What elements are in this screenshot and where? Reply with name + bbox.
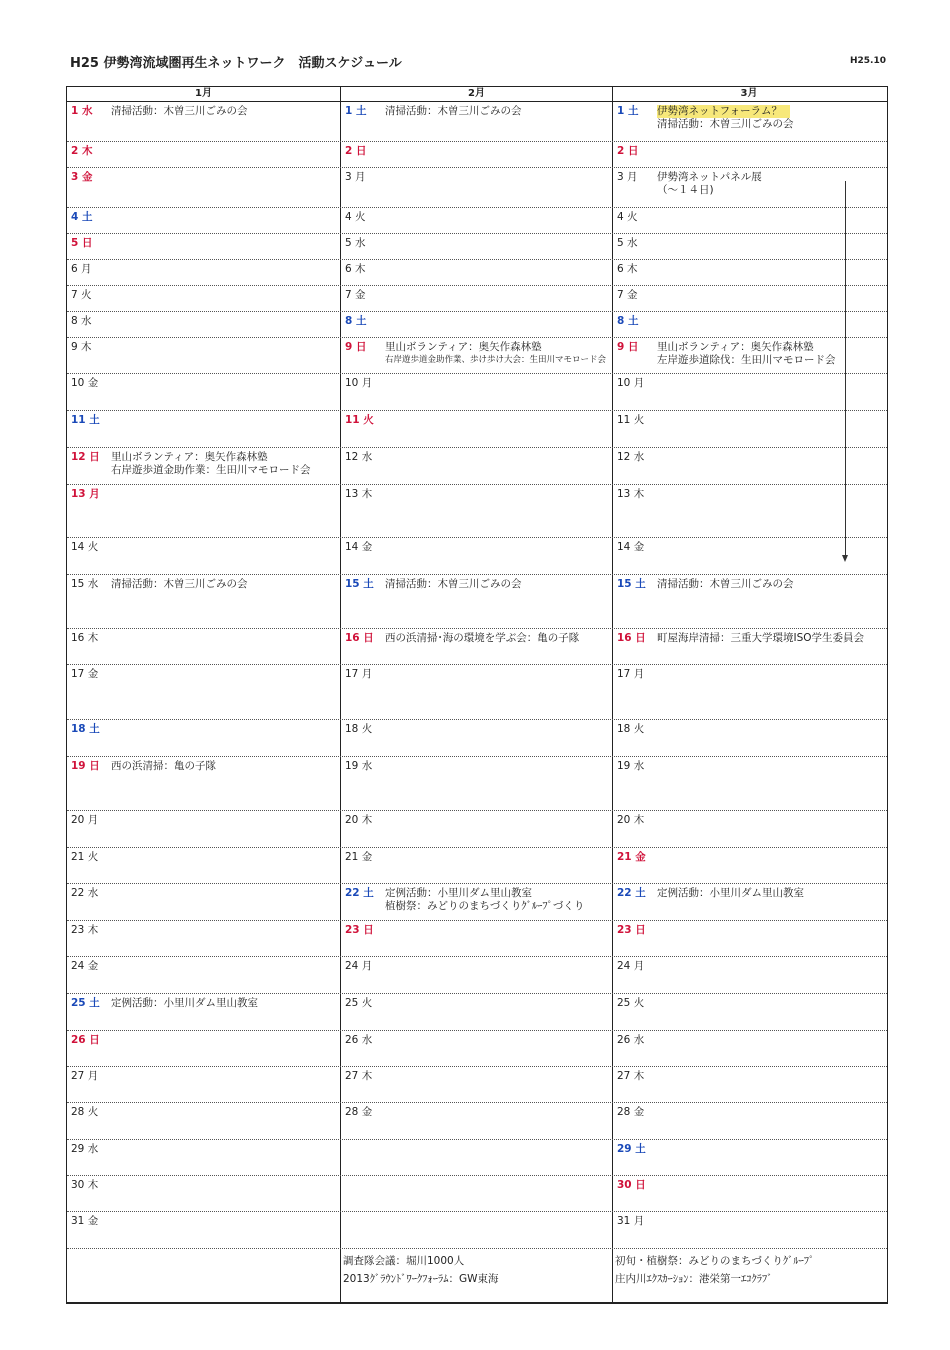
day-cell-mar: [613, 102, 885, 141]
event-text: 定例活動：小里川ダム里山教室: [385, 887, 532, 899]
event-list: [657, 105, 883, 131]
notes-cell-mar: [613, 1249, 885, 1302]
event-text: 西の浜清掃･海の環境を学ぶ会：亀の子隊: [385, 632, 580, 644]
day-label: 29 土: [617, 1143, 646, 1155]
day-label: 20 木: [345, 814, 373, 826]
day-label: 19 水: [345, 760, 373, 772]
day-cell-jan: [67, 1067, 341, 1102]
event-list: [385, 105, 610, 118]
day-cell-jan: [67, 1031, 341, 1066]
day-label: 4 火: [617, 211, 638, 223]
day-row: [67, 142, 887, 168]
day-cell-feb: [341, 142, 613, 167]
day-cell-feb: [341, 208, 613, 233]
period-arrow-line: [845, 181, 846, 557]
day-cell-jan: [67, 102, 341, 141]
day-label: 28 金: [617, 1106, 645, 1118]
day-label: 25 火: [617, 997, 645, 1009]
day-label: 10 金: [71, 377, 99, 389]
day-cell-jan: [67, 142, 341, 167]
day-row: [67, 1212, 887, 1249]
day-label: 18 火: [617, 723, 645, 735]
note-text: 庄内川ｴｸｽｶｰｼｮﾝ：港栄第一ｴｺｸﾗﾌﾞ: [615, 1273, 773, 1285]
day-cell-mar: [613, 848, 885, 883]
day-label: 20 月: [71, 814, 99, 826]
day-label: 5 水: [345, 237, 366, 249]
day-label: 6 月: [71, 263, 92, 275]
day-cell-feb: [341, 485, 613, 537]
day-label: 9 日: [345, 341, 367, 353]
day-cell-jan: [67, 234, 341, 259]
day-cell-jan: [67, 665, 341, 719]
day-label: 26 水: [617, 1034, 645, 1046]
day-label: 1 土: [345, 105, 367, 117]
day-row: [67, 448, 887, 485]
day-label: 23 木: [71, 924, 99, 936]
day-cell-feb: [341, 629, 613, 664]
day-cell-jan: [67, 921, 341, 956]
event-list: [385, 578, 610, 591]
day-label: 16 日: [617, 632, 646, 644]
event-list: [111, 451, 338, 477]
day-label: 11 火: [345, 414, 374, 426]
day-label: 7 金: [345, 289, 366, 301]
day-row: [67, 811, 887, 848]
arrow-down-icon: [842, 555, 848, 562]
day-label: 29 水: [71, 1143, 99, 1155]
notes-cell-jan: [67, 1249, 341, 1302]
event-text: 清掃活動：木曽三川ごみの会: [111, 105, 248, 117]
day-cell-mar: [613, 811, 885, 847]
day-cell-feb: [341, 312, 613, 337]
day-cell-jan: [67, 312, 341, 337]
day-label: 9 木: [71, 341, 92, 353]
day-label: 18 土: [71, 723, 100, 735]
event-text: 町屋海岸清掃：三重大学環境ISO学生委員会: [657, 632, 865, 644]
day-label: 2 日: [345, 145, 367, 157]
day-cell-jan: [67, 411, 341, 447]
day-cell-mar: [613, 1140, 885, 1175]
day-cell-feb: [341, 1031, 613, 1066]
day-cell-feb: [341, 848, 613, 883]
day-cell-mar: [613, 665, 885, 719]
day-label: 22 土: [617, 887, 646, 899]
day-cell-jan: [67, 448, 341, 484]
day-row: [67, 757, 887, 811]
day-cell-mar: [613, 1031, 885, 1066]
day-label: 27 木: [617, 1070, 645, 1082]
day-label: 25 火: [345, 997, 373, 1009]
event-text: 右岸遊歩道金助作業、歩け歩け大会：生田川マモロード会: [385, 355, 607, 365]
day-cell-mar: [613, 575, 885, 628]
day-label: 27 木: [345, 1070, 373, 1082]
event-list: [385, 632, 610, 645]
day-cell-feb: [341, 448, 613, 484]
event-text: 伊勢湾ネットフォーラム？: [657, 105, 790, 118]
day-label: 5 日: [71, 237, 93, 249]
day-cell-feb: [341, 234, 613, 259]
event-list: [111, 105, 338, 118]
day-row: [67, 994, 887, 1031]
day-label: 28 金: [345, 1106, 373, 1118]
day-row: [67, 168, 887, 208]
day-label: 8 水: [71, 315, 92, 327]
day-cell-mar: [613, 921, 885, 956]
day-cell-jan: [67, 260, 341, 285]
day-cell-mar: [613, 957, 885, 993]
day-label: 7 火: [71, 289, 92, 301]
day-label: 12 水: [617, 451, 645, 463]
day-cell-jan: [67, 485, 341, 537]
day-row: [67, 208, 887, 234]
day-label: 3 月: [617, 171, 638, 183]
day-cell-feb: [341, 575, 613, 628]
day-label: 1 土: [617, 105, 639, 117]
event-text: 植樹祭：みどりのまちづくりｸﾞﾙｰﾌﾟづくり: [385, 900, 585, 912]
day-label: 31 月: [617, 1215, 645, 1227]
event-text: 里山ボランティア：奥矢作森林塾: [385, 341, 542, 353]
day-label: 15 水: [71, 578, 99, 590]
day-label: 9 日: [617, 341, 639, 353]
day-cell-mar: [613, 757, 885, 810]
event-list: [657, 632, 883, 645]
page-title: H25 伊勢湾流域圏再生ネットワーク 活動スケジュール: [70, 56, 402, 71]
day-row: [67, 485, 887, 538]
event-list: [111, 760, 338, 773]
day-cell-feb: [341, 1103, 613, 1139]
day-cell-jan: [67, 168, 341, 207]
event-text: 清掃活動：木曽三川ごみの会: [657, 118, 794, 130]
day-cell-feb: [341, 757, 613, 810]
event-list: [111, 578, 338, 591]
day-label: 28 火: [71, 1106, 99, 1118]
day-label: 18 火: [345, 723, 373, 735]
event-list: [657, 171, 883, 197]
event-list: [657, 887, 883, 900]
day-label: 13 木: [345, 488, 373, 500]
day-label: 23 日: [617, 924, 646, 936]
day-cell-feb: [341, 411, 613, 447]
day-row: [67, 260, 887, 286]
day-label: 13 月: [71, 488, 100, 500]
event-text: 清掃活動：木曽三川ごみの会: [385, 105, 522, 117]
day-cell-feb: [341, 957, 613, 993]
day-row: [67, 338, 887, 374]
event-text: 定例活動：小里川ダム里山教室: [657, 887, 804, 899]
day-label: 8 土: [617, 315, 639, 327]
event-text: 清掃活動：木曽三川ごみの会: [111, 578, 248, 590]
event-text: 里山ボランティア：奥矢作森林塾: [111, 451, 268, 463]
day-label: 6 木: [617, 263, 638, 275]
day-label: 14 金: [617, 541, 645, 553]
day-cell-jan: [67, 374, 341, 410]
schedule-table: [66, 86, 888, 1304]
event-text: 清掃活動：木曽三川ごみの会: [385, 578, 522, 590]
notes-row: [67, 1249, 887, 1303]
day-row: [67, 720, 887, 757]
day-cell-feb: [341, 720, 613, 756]
day-cell-jan: [67, 957, 341, 993]
day-label: 6 木: [345, 263, 366, 275]
day-label: 4 土: [71, 211, 93, 223]
day-row: [67, 102, 887, 142]
event-list: [657, 341, 883, 367]
day-label: 12 水: [345, 451, 373, 463]
day-cell-jan: [67, 208, 341, 233]
event-list: [111, 997, 338, 1010]
day-cell-feb: [341, 168, 613, 207]
day-label: 13 木: [617, 488, 645, 500]
day-label: 7 金: [617, 289, 638, 301]
day-cell-feb: [341, 286, 613, 311]
day-label: 19 水: [617, 760, 645, 772]
day-cell-feb: [341, 1176, 613, 1211]
day-label: 10 月: [617, 377, 645, 389]
day-cell-mar: [613, 720, 885, 756]
day-row: [67, 921, 887, 957]
day-label: 8 土: [345, 315, 367, 327]
day-row: [67, 1067, 887, 1103]
month-header-jan: 1月: [67, 87, 341, 101]
day-row: [67, 411, 887, 448]
day-label: 3 金: [71, 171, 93, 183]
day-cell-jan: [67, 286, 341, 311]
day-label: 22 水: [71, 887, 99, 899]
day-cell-feb: [341, 665, 613, 719]
event-text: 伊勢湾ネットパネル展: [657, 171, 762, 183]
day-label: 11 土: [71, 414, 100, 426]
day-label: 24 金: [71, 960, 99, 972]
day-label: 26 日: [71, 1034, 100, 1046]
day-cell-mar: [613, 1103, 885, 1139]
day-cell-feb: [341, 1212, 613, 1248]
day-row: [67, 1140, 887, 1176]
day-cell-jan: [67, 538, 341, 574]
day-row: [67, 848, 887, 884]
day-cell-jan: [67, 757, 341, 810]
event-text: 西の浜清掃：亀の子隊: [111, 760, 216, 772]
event-text: 左岸遊歩道除伐：生田川マモロード会: [657, 354, 836, 366]
day-label: 22 土: [345, 887, 374, 899]
day-row: [67, 1031, 887, 1067]
day-row: [67, 884, 887, 921]
day-label: 25 土: [71, 997, 100, 1009]
day-label: 21 金: [617, 851, 646, 863]
day-cell-mar: [613, 884, 885, 920]
day-cell-jan: [67, 811, 341, 847]
day-cell-feb: [341, 260, 613, 285]
day-label: 23 日: [345, 924, 374, 936]
day-row: [67, 665, 887, 720]
day-label: 16 日: [345, 632, 374, 644]
day-label: 5 水: [617, 237, 638, 249]
day-cell-jan: [67, 884, 341, 920]
note-text: 初旬・植樹祭：みどりのまちづくりｸﾞﾙｰﾌﾟ: [615, 1255, 815, 1267]
event-list: [385, 341, 610, 367]
day-cell-jan: [67, 1140, 341, 1175]
day-cell-mar: [613, 142, 885, 167]
day-label: 16 木: [71, 632, 99, 644]
day-label: 15 土: [345, 578, 374, 590]
event-text: （～１４日): [657, 184, 714, 196]
day-label: 4 火: [345, 211, 366, 223]
document-date: H25.10: [850, 56, 886, 66]
day-label: 11 火: [617, 414, 645, 426]
day-label: 14 金: [345, 541, 373, 553]
day-label: 2 日: [617, 145, 639, 157]
day-cell-jan: [67, 338, 341, 373]
day-label: 1 水: [71, 105, 93, 117]
day-cell-jan: [67, 720, 341, 756]
day-cell-jan: [67, 1103, 341, 1139]
event-text: 定例活動：小里川ダム里山教室: [111, 997, 258, 1009]
day-row: [67, 286, 887, 312]
day-label: 31 金: [71, 1215, 99, 1227]
day-cell-mar: [613, 1212, 885, 1248]
event-text: 清掃活動：木曽三川ごみの会: [657, 578, 794, 590]
day-row: [67, 1103, 887, 1140]
day-cell-jan: [67, 629, 341, 664]
day-row: [67, 538, 887, 575]
day-label: 17 金: [71, 668, 99, 680]
notes-cell-feb: [341, 1249, 613, 1302]
day-label: 21 火: [71, 851, 99, 863]
day-label: 3 月: [345, 171, 366, 183]
day-label: 20 木: [617, 814, 645, 826]
month-header-mar: 3月: [740, 88, 758, 99]
day-cell-feb: [341, 921, 613, 956]
day-cell-mar: [613, 994, 885, 1030]
day-cell-jan: [67, 1212, 341, 1248]
event-text: 右岸遊歩道金助作業：生田川マモロード会: [111, 464, 311, 476]
day-cell-feb: [341, 884, 613, 920]
event-list: [385, 887, 610, 913]
day-row: [67, 575, 887, 629]
day-row: [67, 234, 887, 260]
day-cell-mar: [613, 1067, 885, 1102]
day-cell-jan: [67, 848, 341, 883]
day-label: 30 日: [617, 1179, 646, 1191]
day-label: 15 土: [617, 578, 646, 590]
day-label: 14 火: [71, 541, 99, 553]
day-rows: [67, 102, 887, 1249]
day-cell-feb: [341, 1067, 613, 1102]
day-cell-feb: [341, 102, 613, 141]
day-cell-feb: [341, 374, 613, 410]
event-list: [657, 578, 883, 591]
day-label: 17 月: [617, 668, 645, 680]
day-label: 30 木: [71, 1179, 99, 1191]
day-label: 26 水: [345, 1034, 373, 1046]
event-text: 里山ボランティア：奥矢作森林塾: [657, 341, 814, 353]
day-label: 19 日: [71, 760, 100, 772]
day-cell-feb: [341, 811, 613, 847]
day-label: 24 月: [617, 960, 645, 972]
note-text: 調査隊会議：堀川1000人: [343, 1255, 465, 1267]
day-label: 12 日: [71, 451, 100, 463]
day-row: [67, 1176, 887, 1212]
day-cell-feb: [341, 538, 613, 574]
day-cell-feb: [341, 1140, 613, 1175]
day-cell-feb: [341, 994, 613, 1030]
day-label: 17 月: [345, 668, 373, 680]
day-label: 24 月: [345, 960, 373, 972]
day-cell-jan: [67, 575, 341, 628]
day-cell-jan: [67, 994, 341, 1030]
day-row: [67, 312, 887, 338]
day-label: 2 木: [71, 145, 93, 157]
day-label: 10 月: [345, 377, 373, 389]
note-text: 2013ｸﾞﾗｳﾝﾄﾞﾜｰｸﾌｫｰﾗﾑ：GW東海: [343, 1273, 499, 1285]
day-row: [67, 957, 887, 994]
day-cell-mar: [613, 629, 885, 664]
day-row: [67, 374, 887, 411]
day-label: 21 金: [345, 851, 373, 863]
day-row: [67, 629, 887, 665]
day-label: 27 月: [71, 1070, 99, 1082]
day-cell-jan: [67, 1176, 341, 1211]
day-cell-mar: [613, 1176, 885, 1211]
month-header-feb: 2月: [341, 87, 613, 101]
month-header-row: [67, 87, 887, 102]
day-cell-feb: [341, 338, 613, 373]
